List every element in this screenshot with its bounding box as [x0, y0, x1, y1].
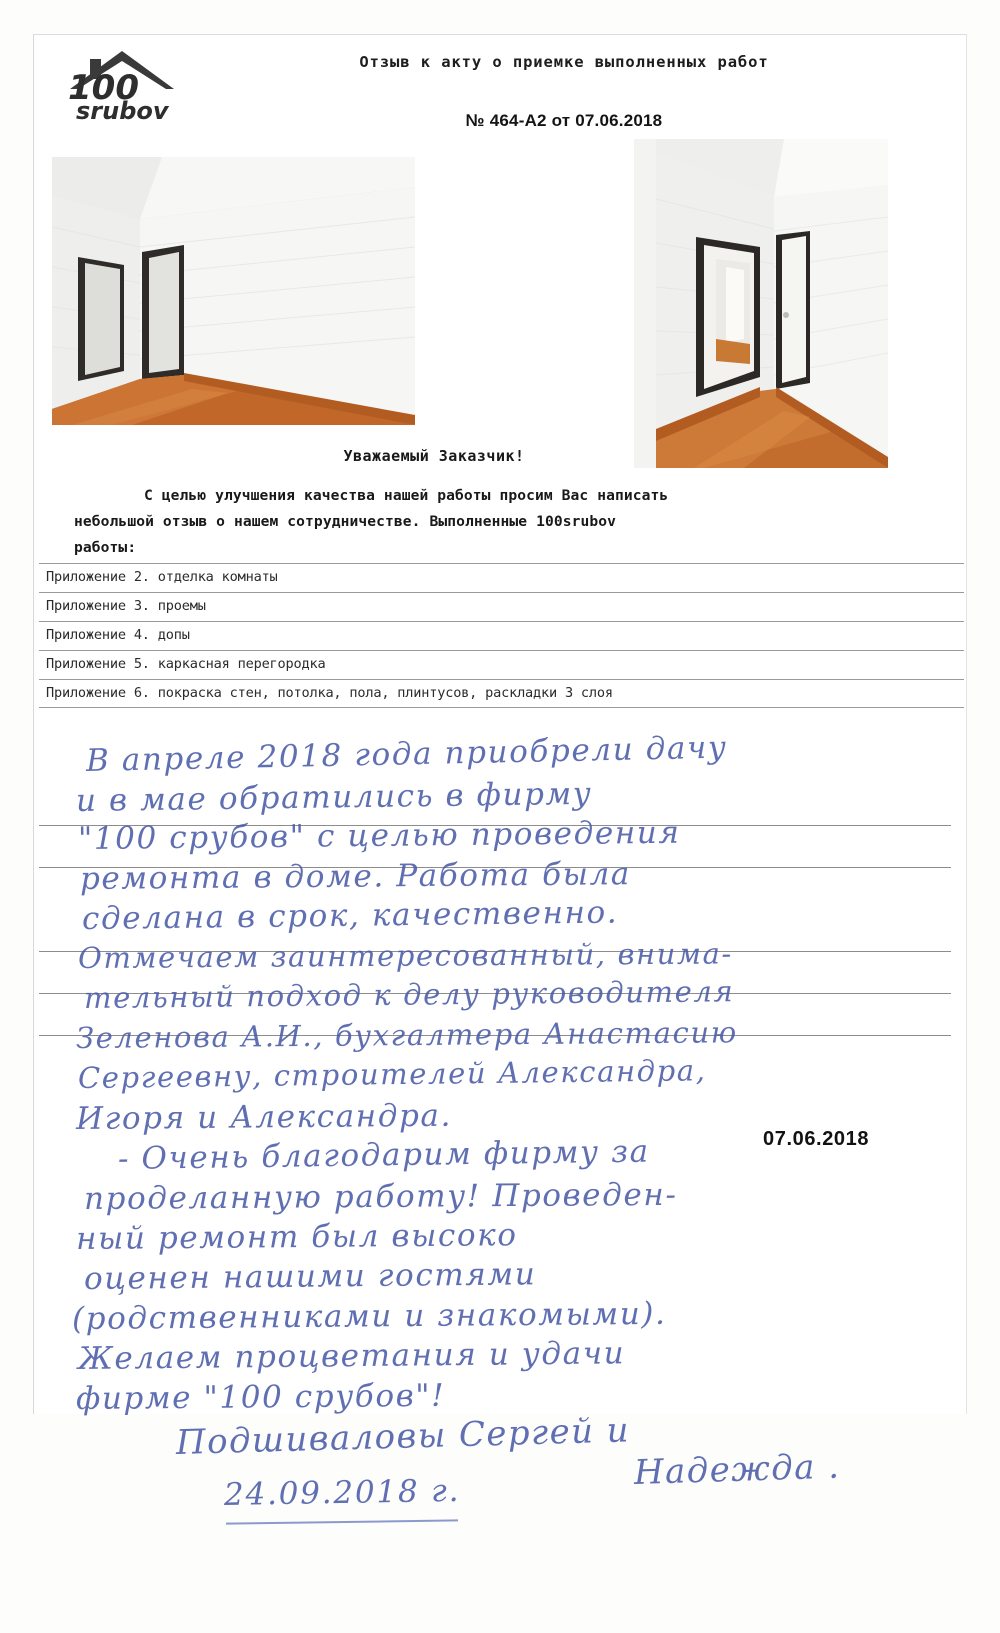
photo-corridor-right — [634, 139, 888, 468]
handwriting-line: - Очень благодарим фирму за — [117, 1133, 650, 1177]
handwriting-line: тельный подход к делу руководителя — [83, 974, 735, 1015]
house-roof-icon — [62, 45, 202, 125]
photo-room-left — [52, 157, 415, 425]
appendix-list — [39, 563, 964, 708]
appendix-label: Приложение 3. проемы — [46, 598, 206, 614]
handwriting-line: Зеленова А.И., бухгалтера Анастасию — [75, 1015, 738, 1055]
appendix-label: Приложение 5. каркасная перегородка — [46, 656, 326, 672]
handwriting-line: Игоря и Александра. — [75, 1097, 453, 1137]
handwriting-line: оценен нашими гостями — [83, 1256, 537, 1297]
handwriting-line: (родственниками и знакомыми). — [71, 1295, 667, 1337]
appendix-row — [39, 563, 964, 592]
handwriting-line: Сергеевну, строителей Александра, — [77, 1053, 707, 1095]
appendix-label: Приложение 6. покраска стен, потолка, пола, плинтусов, раскладки 3 слоя — [46, 685, 613, 701]
handwriting-line: Отмечаем заинтересованный, внима- — [77, 936, 734, 975]
handwriting-line: В апреле 2018 года приобрели дачу — [85, 729, 728, 779]
handwriting-line: ный ремонт был высоко — [75, 1217, 518, 1257]
signature-line-2: Надежда . — [633, 1446, 841, 1493]
appendix-row — [39, 650, 964, 679]
logo-bottom-text: srubov — [76, 97, 169, 125]
handwriting-line: "100 срубов" с целью проведения — [77, 814, 681, 857]
appendix-row — [39, 592, 964, 621]
appendix-row — [39, 679, 964, 708]
handwriting-line: Желаем процветания и удачи — [77, 1335, 626, 1377]
document-number: № 464-А2 от 07.06.2018 — [465, 111, 663, 130]
handwriting-line: сделана в срок, качественно. — [81, 894, 619, 937]
handwriting-line: фирме "100 срубов"! — [75, 1377, 446, 1417]
appendix-label: Приложение 2. отделка комнаты — [46, 569, 278, 585]
handwritten-review — [34, 725, 968, 1513]
appendix-row — [39, 621, 964, 650]
handwriting-line: и в мае обратились в фирму — [75, 775, 593, 819]
intro-line-3: работы: — [74, 539, 137, 556]
handwriting-line: проделанную работу! Проведен- — [83, 1176, 678, 1217]
intro-line-2: небольшой отзыв о нашем сотрудничестве. Выполненные 100srubov — [74, 513, 617, 530]
stamped-date: 07.06.2018 — [760, 1127, 872, 1152]
document-title: Отзыв к акту о приемке выполненных работ — [359, 53, 769, 71]
intro-paragraph — [74, 483, 874, 561]
signature-line-1: Подшиваловы Сергей и — [175, 1410, 631, 1463]
logo-top-text: 100 — [68, 68, 139, 108]
signature-date: 24.09.2018 г. — [223, 1472, 461, 1513]
company-logo — [62, 45, 202, 125]
handwriting-line: ремонта в доме. Работа была — [79, 856, 632, 897]
salutation: Уважаемый Заказчик! — [343, 447, 525, 465]
intro-line-1: С целью улучшения качества нашей работы просим Вас написать — [144, 487, 669, 504]
paper-sheet — [33, 34, 967, 1513]
signature-date-underline — [226, 1519, 458, 1524]
appendix-label: Приложение 4. допы — [46, 627, 190, 643]
